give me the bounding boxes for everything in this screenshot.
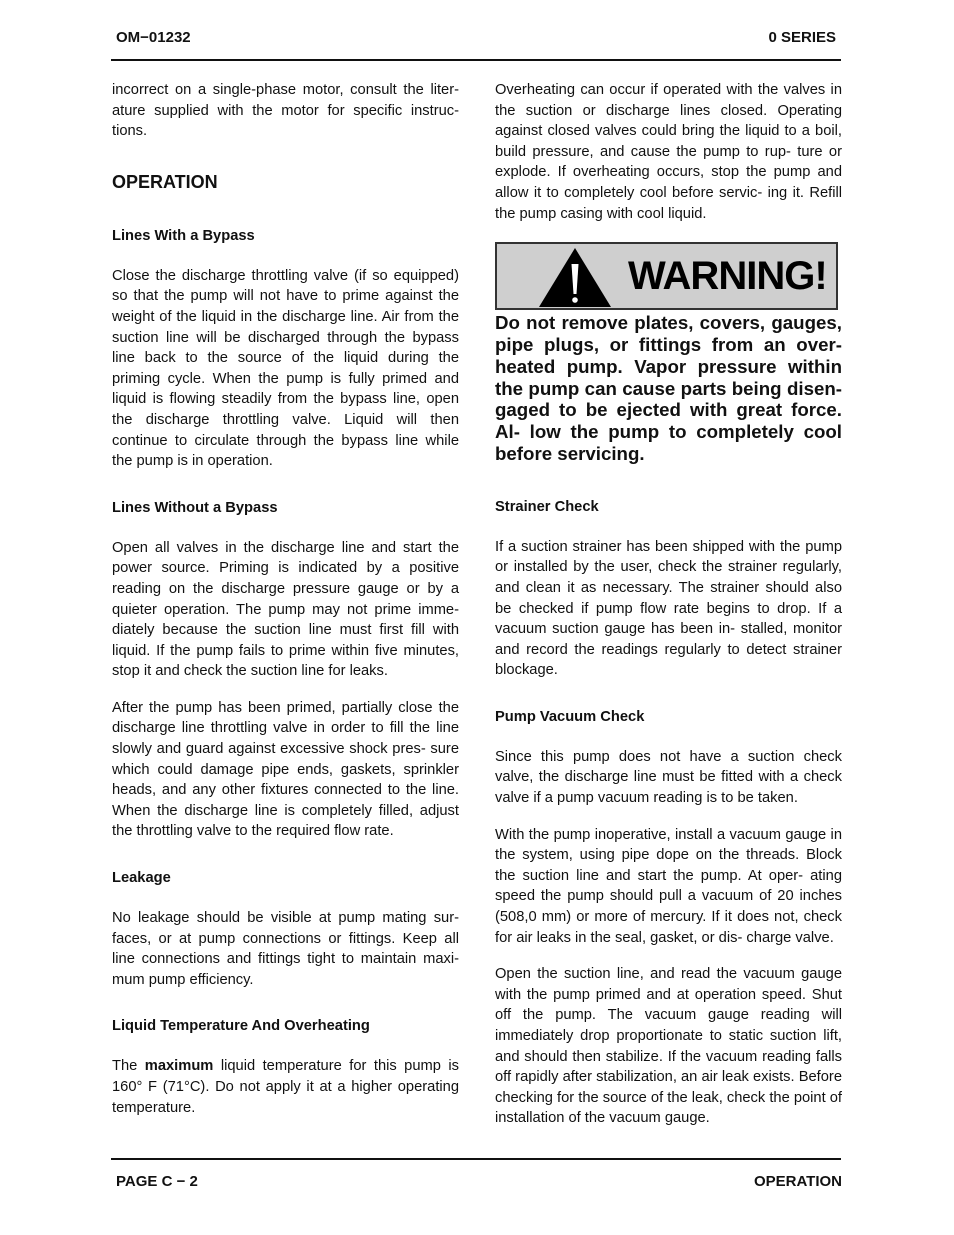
vacuum-heading: Pump Vacuum Check: [495, 708, 645, 725]
strainer-heading: Strainer Check: [495, 498, 599, 515]
overheat-paragraph: Overheating can occur if operated with the valves in the suction or discharge lines closed. Operating against closed valves could bring the liquid to a boil, build pressure, and cause the pump to rup- ture or explode. If overheating occurs, stop the pump and allow it to completely cool before servic- ing it. Refill the pump casing with cool liquid.: [495, 82, 842, 222]
temperature-text-bold: maximum: [144, 1058, 214, 1075]
vacuum-paragraph-2: With the pump inoperative, install a vacuum gauge in the system, using pipe dope on the threads. Block the suction line and start the pump. At oper- ating speed the pump should pull a vacuum of 20 inches (508,0 mm) or more of mercury. If it does not, check for air leaks in the seal, gasket, or dis- charge valve.: [495, 826, 842, 946]
leakage-heading: Leakage: [112, 870, 171, 887]
warning-banner: [495, 242, 838, 310]
warning-triangle-icon: [537, 246, 613, 308]
bypass-heading: Lines With a Bypass: [112, 227, 255, 244]
bypass-paragraph: Close the discharge throttling valve (if so equipped) so that the pump will not have to prime against the weight of the liquid in the discharge line. Air from the suction line will be discharged through the bypass line back to the source of the liquid during the priming cycle. When the pump is fully primed and liquid is flowing steadily from the bypass line, open the discharge throttling valve. Liquid will then continue to circulate through the bypass line while the pump is in operation.: [112, 267, 459, 470]
left-column: [112, 80, 459, 1118]
leakage-paragraph: No leakage should be visible at pump mating sur- faces, or at pump connections or fittings. Keep all line connections and fittings tight to maintain maxi- mum pump efficiency.: [112, 910, 459, 988]
warning-text: Do not remove plates, covers, gauges, pipe plugs, or fittings from an over- heated pump. Vapor pressure within the pump can cause parts being disen- gaged to be ejected with great force. Al- low the pump to completely cool before servicing.: [495, 312, 842, 464]
intro-paragraph: incorrect on a single-phase motor, consult the liter- ature supplied with the motor for specific instruc- tions.: [112, 82, 459, 140]
nobypass-paragraph-1: Open all valves in the discharge line and start the power source. Priming is indicated by a positive reading on the discharge pressure gauge or by a quieter operation. The pump may not prime imme- diately because the suction line must first fill with liquid. If the pump fails to prime within five minutes, stop it and check the suction line for leaks.: [112, 539, 459, 680]
strainer-paragraph: If a suction strainer has been shipped with the pump or installed by the user, check the strainer regularly, and clean it as necessary. The strainer should also be checked if pump flow rate begins to drop. If a vacuum suction gauge has been in- stalled, monitor and record the readings regularly to detect strainer blockage.: [495, 538, 842, 679]
temperature-text-pre: The: [112, 1058, 145, 1075]
page-number: PAGE C − 2: [116, 1173, 198, 1190]
temperature-heading: Liquid Temperature And Overheating: [112, 1018, 370, 1035]
footer-rule: [111, 1158, 841, 1160]
temperature-paragraph: [112, 1056, 459, 1118]
vacuum-paragraph-1: Since this pump does not have a suction check valve, the discharge line must be fitted with a check valve if a pump vacuum reading is to be taken.: [495, 748, 842, 807]
header-rule: [111, 59, 841, 61]
warning-title: WARNING!: [628, 254, 827, 299]
document-number: OM−01232: [116, 29, 191, 46]
nobypass-heading: Lines Without a Bypass: [112, 499, 278, 516]
series-label: 0 SERIES: [768, 29, 836, 46]
nobypass-paragraph-2: After the pump has been primed, partially close the discharge line throttling valve in order to fill the line slowly and guard against excessive shock pres- sure which could damage pipe ends, gaskets, sprinkler heads, and any other fixtures connected to the line. When the discharge line is completely filled, adjust the throttling valve to the required flow rate.: [112, 699, 459, 840]
right-column: [495, 80, 842, 1129]
temperature-text-post: liquid temperature for this pump is 160° F (71°C). Do not apply it at a higher operating temperature.: [112, 1058, 460, 1116]
vacuum-paragraph-3: Open the suction line, and read the vacuum gauge with the pump primed and at operation speed. Shut off the pump. The vacuum gauge reading will immediately drop proportionate to static suction lift, and should then stabilize. If the vacuum reading falls off rapidly after stabilization, an air leak exists. Before checking for the source of the leak, check the point of installation of the vacuum gauge.: [495, 966, 842, 1127]
section-title: OPERATION: [112, 171, 218, 192]
chapter-label: OPERATION: [753, 1173, 842, 1190]
